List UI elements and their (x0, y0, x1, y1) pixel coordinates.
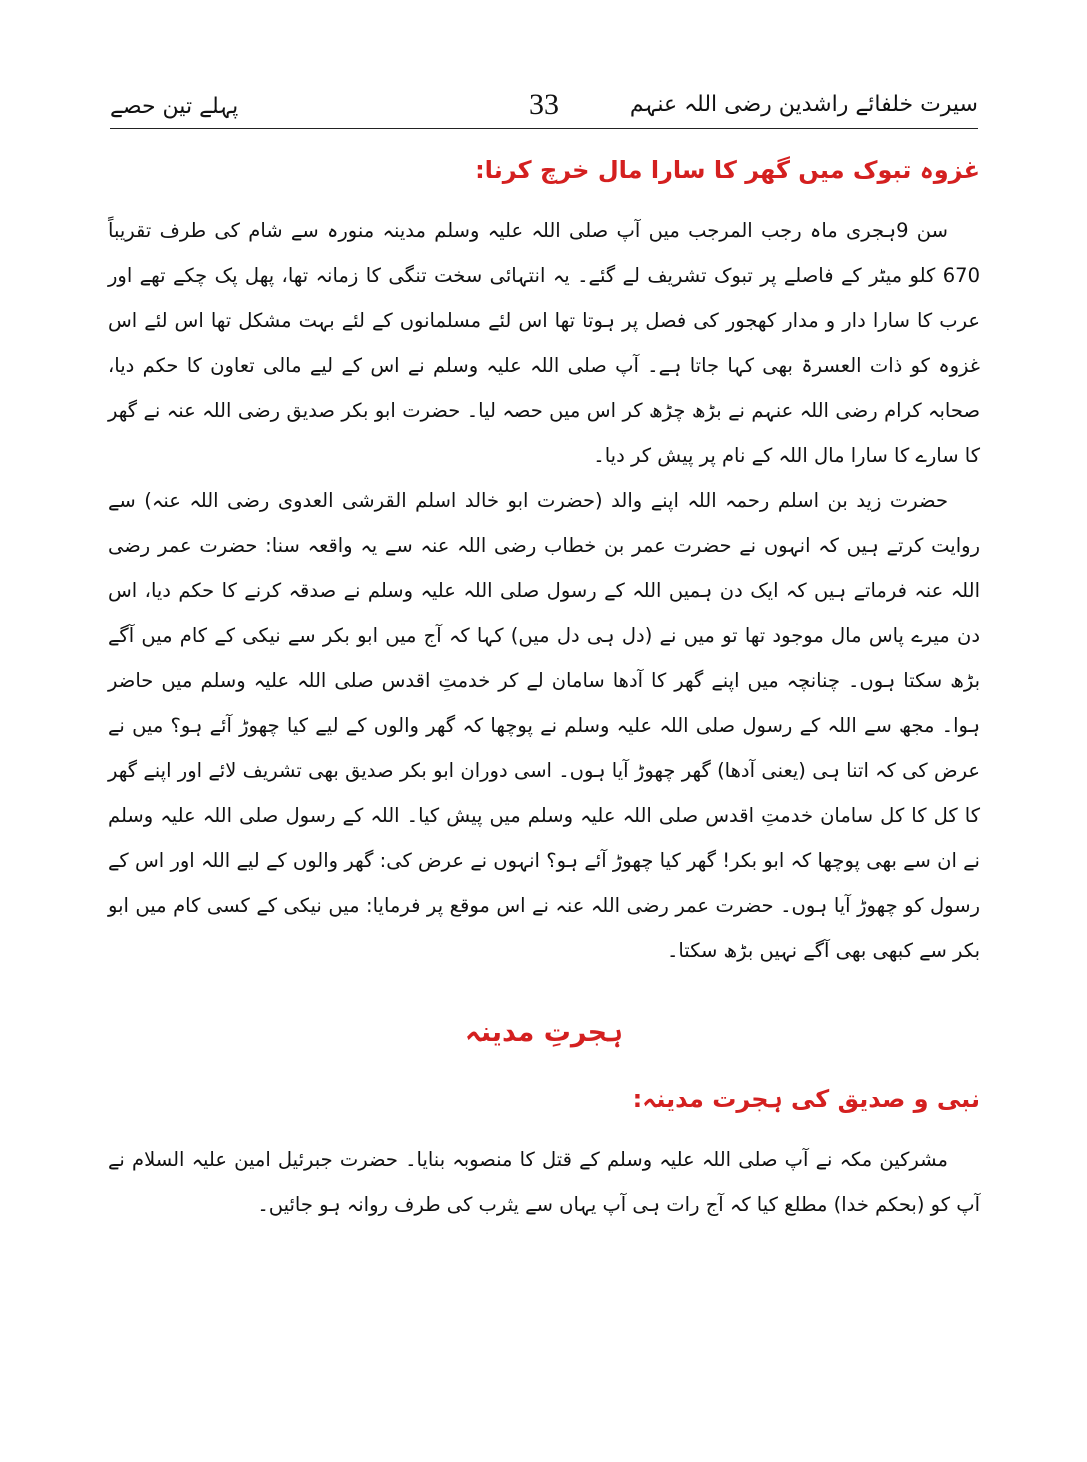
section-label: پہلے تین حصے (110, 94, 239, 119)
hijrat-heading: نبی و صدیق کی ہجرت مدینہ: (632, 1085, 980, 1113)
tabuk-paragraph-2: حضرت زید بن اسلم رحمہ اللہ اپنے والد (حضرت ابو خالد اسلم القرشی العدوی رضی اللہ عنہ) سے روایت کرتے ہیں کہ انہوں نے حضرت عمر بن خطاب رضی اللہ عنہ سے یہ واقعہ سنا: حضرت عمر رضی اللہ عنہ فرماتے ہیں کہ ایک دن ہمیں اللہ کے رسول صلی اللہ علیہ وسلم نے صدقہ کرنے کا حکم دیا، اس دن میرے پاس مال موجود تھا تو میں نے (دل ہی دل میں) کہا کہ آج میں ابو بکر سے نیکی کے کام میں آگے بڑھ سکتا ہوں۔ چنانچہ میں اپنے گھر کا آدھا سامان لے کر خدمتِ اقدس صلی اللہ علیہ وسلم میں حاضر ہوا۔ مجھ سے اللہ کے رسول صلی اللہ علیہ وسلم نے پوچھا کہ گھر والوں کے لیے کیا چھوڑ آئے ہو؟ میں نے عرض کی کہ اتنا ہی (یعنی آدھا) گھر چھوڑ آیا ہوں۔ اسی دوران ابو بکر صدیق بھی تشریف لائے اور اپنے گھر کا کل کا کل سامان خدمتِ اقدس صلی اللہ علیہ وسلم میں پیش کیا۔ اللہ کے رسول صلی اللہ علیہ وسلم نے ان سے بھی پوچھا کہ ابو بکر! گھر کیا چھوڑ آئے ہو؟ انہوں نے عرض کی: گھر والوں کے لیے اللہ اور اس کے رسول کو چھوڑ آیا ہوں۔ حضرت عمر رضی اللہ عنہ نے اس موقع پر فرمایا: میں نیکی کے کسی کام میں ابو بکر سے کبھی بھی آگے نہیں بڑھ سکتا۔ (108, 489, 980, 962)
page-number: 33 (529, 88, 559, 121)
header-rule (110, 128, 978, 129)
running-header (110, 88, 978, 132)
book-title: سیرت خلفائے راشدین رضی اللہ عنہم (629, 92, 978, 117)
page-content (108, 152, 980, 1227)
hijrat-paragraph-1: مشرکین مکہ نے آپ صلی اللہ علیہ وسلم کے قتل کا منصوبہ بنایا۔ حضرت جبرئیل امین علیہ السلام نے آپ کو (بحکم خدا) مطلع کیا کہ آج رات ہی آپ یہاں سے یثرب کی طرف روانہ ہو جائیں۔ (108, 1148, 980, 1216)
tabuk-paragraph-1: سن 9ہجری ماہ رجب المرجب میں آپ صلی اللہ علیہ وسلم مدینہ منورہ سے شام کی طرف تقریباً 670 کلو میٹر کے فاصلے پر تبوک تشریف لے گئے۔ یہ انتہائی سخت تنگی کا زمانہ تھا، پھل پک چکے تھے اور عرب کا سارا دار و مدار کھجور کی فصل پر ہوتا تھا اس لئے مسلمانوں کے لئے بہت مشکل تھا اس لئے اس غزوہ کو ذات العسرۃ بھی کہا جاتا ہے۔ آپ صلی اللہ علیہ وسلم نے اس کے لیے مالی تعاون کا حکم دیا، صحابہ کرام رضی اللہ عنہم نے بڑھ چڑھ کر اس میں حصہ لیا۔ حضرت ابو بکر صدیق رضی اللہ عنہ نے گھر کا سارے کا سارا مال اللہ کے نام پر پیش کر دیا۔ (108, 219, 980, 467)
tabuk-heading: غزوہ تبوک میں گھر کا سارا مال خرچ کرنا: (475, 156, 980, 184)
hijrat-madina-title: ہجرتِ مدینہ (465, 1017, 623, 1048)
